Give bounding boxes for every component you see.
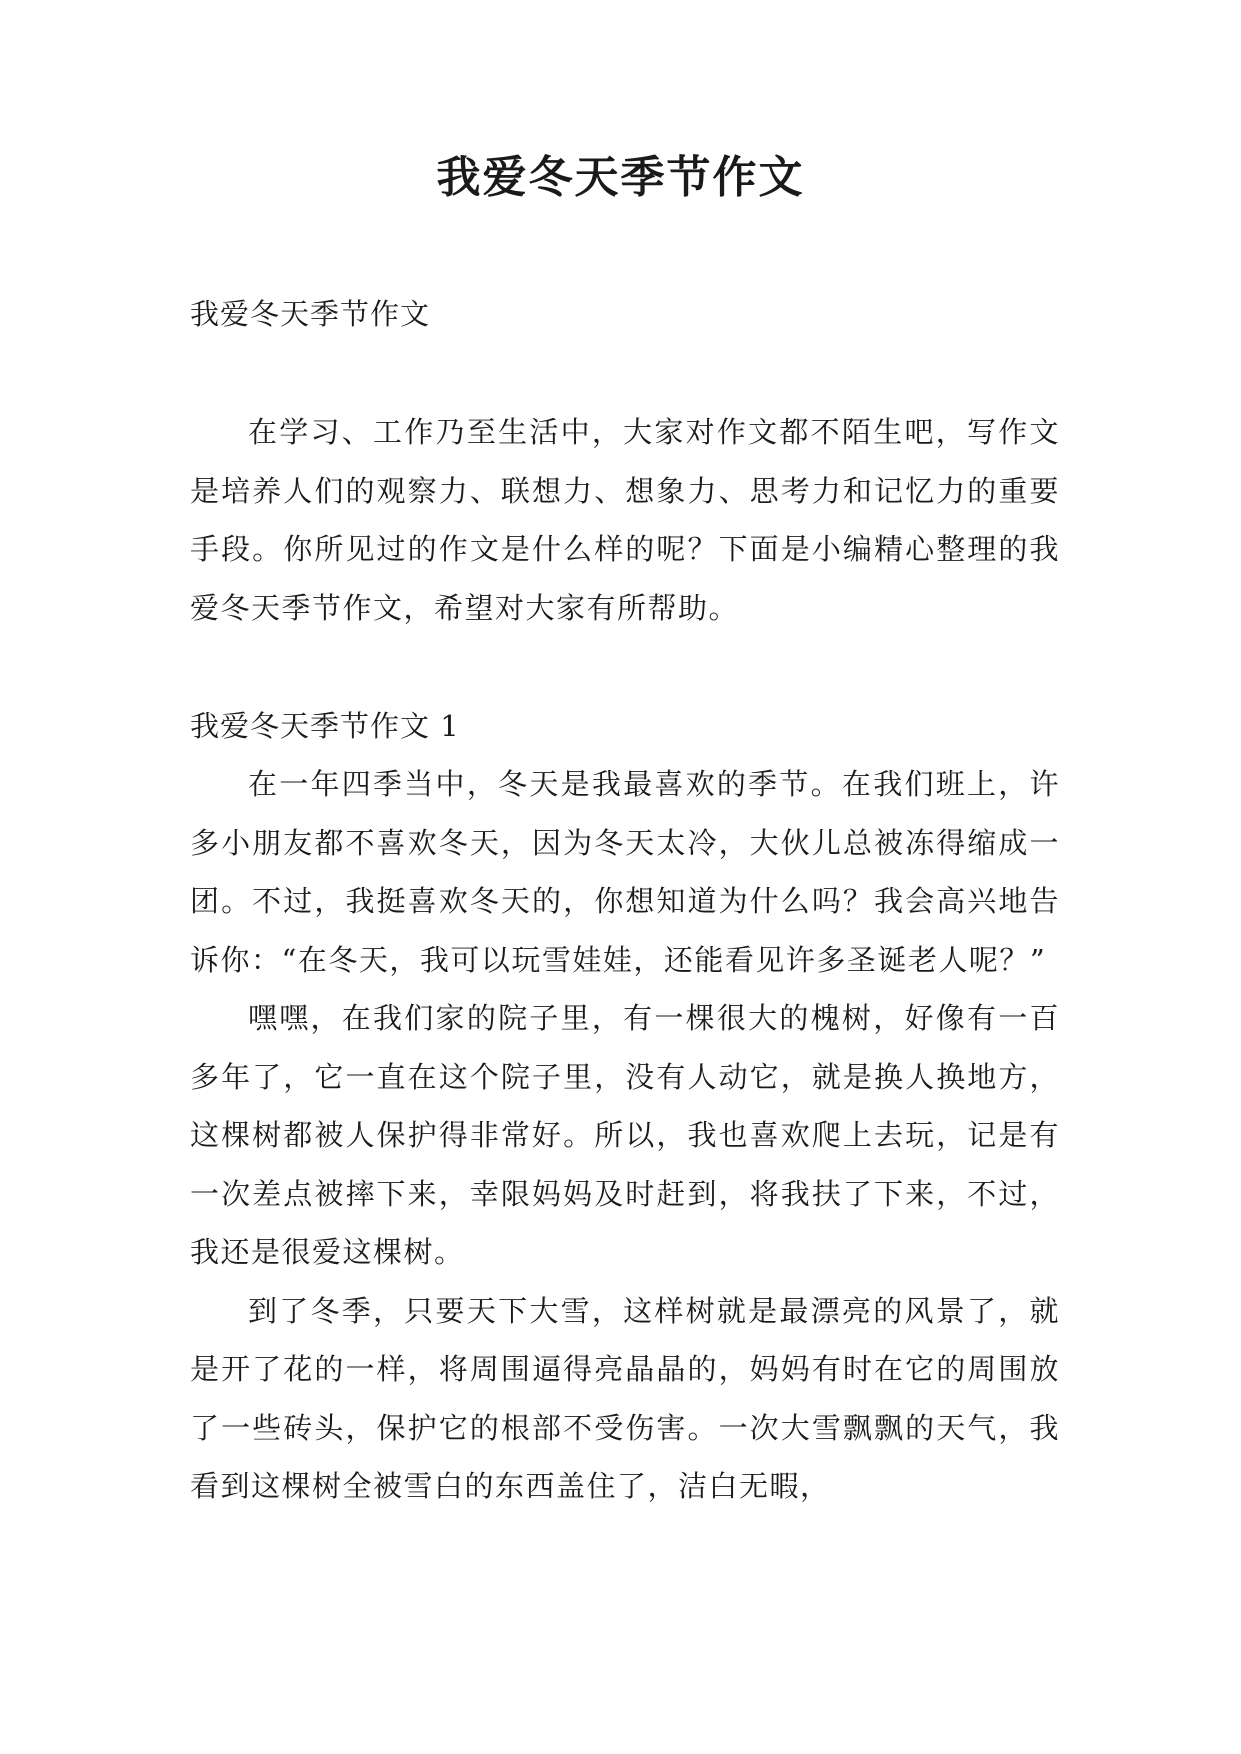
document-subtitle: 我爱冬天季节作文 <box>190 297 431 331</box>
essay-heading: 我爱冬天季节作文 1 <box>190 709 460 743</box>
essay-paragraph-2: 嘿嘿，在我们家的院子里，有一棵很大的槐树，好像有一百多年了，它一直在这个院子里，没有人动它，就是换人换地方，这棵树都被人保护得非常好。所以，我也喜欢爬上去玩，记是有一次差点被摔下来，幸限妈妈及时赶到，将我扶了下来，不过，我还是很爱这棵树。 <box>190 1001 1060 1269</box>
document-body <box>190 285 1060 1516</box>
essay-paragraph-1: 在一年四季当中，冬天是我最喜欢的季节。在我们班上，许多小朋友都不喜欢冬天，因为冬天太冷，大伙儿总被冻得缩成一团。不过，我挺喜欢冬天的，你想知道为什么吗？我会高兴地告诉你：“在冬天，我可以玩雪娃娃，还能看见许多圣诞老人呢？” <box>190 767 1060 977</box>
document-title: 我爱冬天季节作文 <box>436 152 805 203</box>
essay-paragraph-3: 到了冬季，只要天下大雪，这样树就是最漂亮的风景了，就是开了花的一样，将周围逼得亮晶晶的，妈妈有时在它的周围放了一些砖头，保护它的根部不受伤害。一次大雪飘飘的天气，我看到这棵树全被雪白的东西盖住了，洁白无暇， <box>190 1293 1060 1503</box>
intro-paragraph: 在学习、工作乃至生活中，大家对作文都不陌生吧，写作文是培养人们的观察力、联想力、想象力、思考力和记忆力的重要手段。你所见过的作文是什么样的呢？下面是小编精心整理的我爱冬天季节作文，希望对大家有所帮助。 <box>190 415 1060 625</box>
spacer <box>190 637 1060 697</box>
spacer <box>190 343 1060 403</box>
